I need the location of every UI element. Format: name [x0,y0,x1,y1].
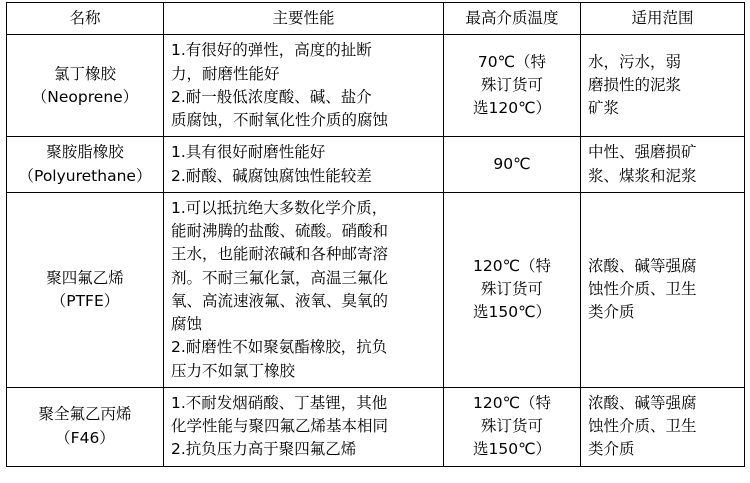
lining-material-spec-table [6,2,745,467]
cell-application-scope [581,137,745,193]
temperature-line: 120℃（特 [473,256,551,275]
scope-line: 浓酸、碱等强腐 [588,256,697,275]
temperature-line: 选120℃） [473,99,551,118]
performance-line: 氧、高流速液氟、液氧、臭氧的 [171,291,389,310]
performance-line: 王水，也能耐浓碱和各种邮寄溶 [171,245,389,264]
column-header-max-temperature: 最高介质温度 [444,3,581,35]
cell-application-scope [581,387,745,466]
material-name-line: （PTFE） [50,291,120,310]
temperature-line: 90℃ [493,154,531,173]
performance-line: 1.有很好的弹性，高度的扯断 [171,41,372,60]
cell-performance [164,192,444,387]
performance-line: 化学性能与聚四氟乙烯基本相同 [171,417,389,435]
table-row [7,35,745,137]
scope-line: 磨损性的泥浆 [588,76,682,95]
material-name-line: （Polyurethane） [18,166,152,185]
cell-max-temperature [444,387,581,466]
scope-line: 蚀性介质、卫生 [588,280,697,299]
temperature-line: 70℃（特 [477,52,547,71]
scope-line: 浓酸、碱等强腐 [588,393,697,412]
cell-material-name [7,192,164,387]
material-name-line: 氯丁橡胶 [53,64,116,83]
performance-line: 质腐蚀，不耐氧化性介质的腐蚀 [171,111,389,129]
performance-line: 1.不耐发烟硝酸、丁基锂，其他 [171,393,388,412]
performance-line: 2.抗负压力高于聚四氟乙烯 [171,440,357,459]
cell-performance [164,387,444,466]
table-body [7,35,745,466]
temperature-line: 120℃（特 [473,393,551,412]
column-header-performance: 主要性能 [164,3,444,35]
cell-max-temperature [444,192,581,387]
performance-line: 1.具有很好耐磨性能好 [171,143,326,162]
cell-max-temperature [444,137,581,193]
material-name-line: 聚胺脂橡胶 [46,143,124,162]
temperature-line: 选150℃） [473,440,551,459]
material-name-line: 聚四氟乙烯 [46,268,124,287]
performance-line: 2.耐磨性不如聚氨酯橡胶，抗负 [171,338,388,357]
cell-material-name [7,387,164,466]
cell-material-name [7,137,164,193]
cell-material-name [7,35,164,137]
performance-line: 剂。不耐三氟化氯，高温三氟化 [171,268,389,287]
material-name-line: （Neoprene） [31,87,139,106]
cell-performance [164,137,444,193]
table-header [7,3,745,35]
table-row [7,137,745,193]
scope-line: 矿浆 [588,99,620,118]
material-name-line: （F46） [55,428,115,447]
performance-line: 1.可以抵抗绝大多数化学介质， [171,198,388,217]
performance-line: 2.耐酸、碱腐蚀腐蚀性能较差 [171,166,372,185]
scope-line: 蚀性介质、卫生 [588,417,697,435]
temperature-line: 殊订货可 [480,280,543,299]
temperature-line: 选150℃） [473,303,551,322]
performance-line: 2.耐一般低浓度酸、碱、盐介 [171,87,372,106]
table-row [7,387,745,466]
column-header-name: 名称 [7,3,164,35]
performance-line: 腐蚀 [171,315,203,333]
temperature-line: 殊订货可 [480,76,543,95]
material-name-line: 聚全氟乙丙烯 [38,405,132,424]
scope-line: 类介质 [588,440,635,459]
performance-line: 压力不如氯丁橡胶 [171,361,296,380]
performance-line: 力，耐磨性能好 [171,64,280,83]
cell-max-temperature [444,35,581,137]
scope-line: 浆、煤浆和泥浆 [588,166,697,185]
table-header-row [7,3,745,35]
scope-line: 类介质 [588,303,635,322]
temperature-line: 殊订货可 [480,417,543,435]
cell-performance [164,35,444,137]
performance-line: 能耐沸腾的盐酸、硫酸。硝酸和 [171,222,389,240]
cell-application-scope [581,35,745,137]
cell-application-scope [581,192,745,387]
table-row [7,192,745,387]
scope-line: 水，污水，弱 [588,52,682,71]
scope-line: 中性、强磨损矿 [588,143,697,162]
column-header-application-scope: 适用范围 [581,3,745,35]
